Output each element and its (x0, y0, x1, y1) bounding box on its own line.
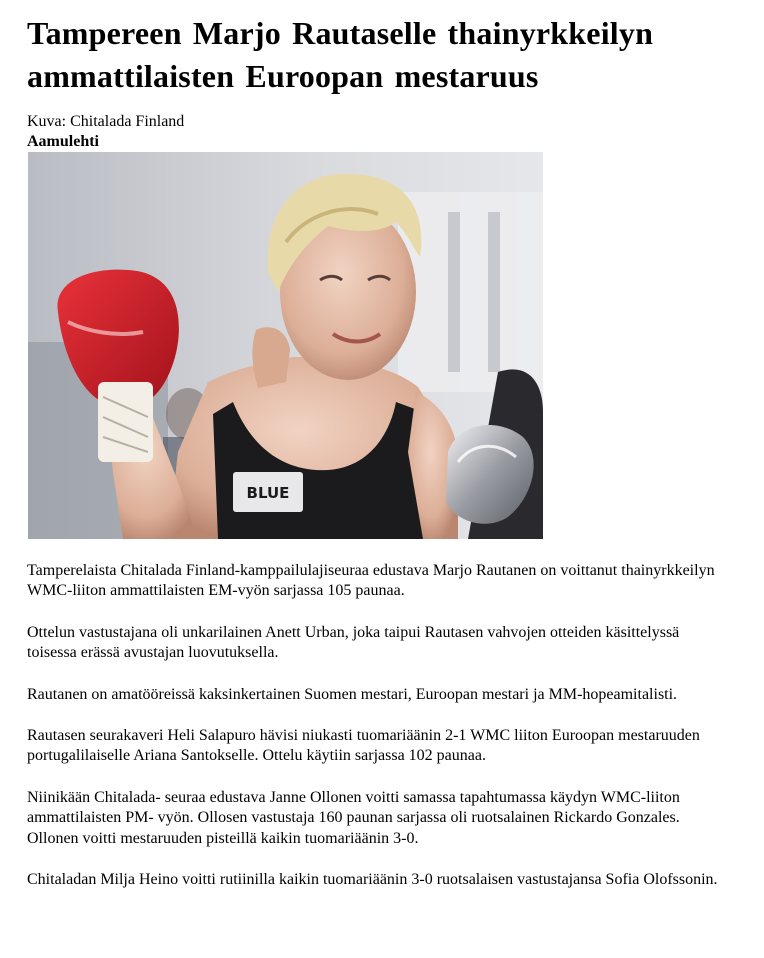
boxer-photo (28, 152, 543, 539)
paragraph: Chitaladan Milja Heino voitti rutiinilla kaikin tuomariäänin 3-0 ruotsalaisen vastustajansa Sofia Olofssonin. (27, 871, 718, 889)
shirt-logo: BLUE (246, 484, 290, 502)
paragraph: Rautanen on amatööreissä kaksinkertainen Suomen mestari, Euroopan mestari ja MM-hopeamitalisti. (27, 685, 678, 703)
paragraph: Niinikään Chitalada- seuraa edustava Janne Ollonen voitti samassa tapahtumassa käydyn WMC-liiton ammattilaisten PM- vyön. Ollosen vastustaja 160 paunan sarjassa oli ruotsalainen Rickardo Gonzales. Ollonen voitti mestaruuden pisteillä kaikin tuomariäänin 3-0. (27, 788, 680, 847)
paragraph: Rautasen seurakaveri Heli Salapuro hävisi niukasti tuomariäänin 2-1 WMC liiton Euroopan mestaruuden portugalilaiselle Ariana Santokselle. Ottelu käytiin sarjassa 102 paunaa. (27, 727, 700, 765)
paragraph: Ottelun vastustajana oli unkarilainen Anett Urban, joka taipui Rautasen vahvojen otteiden käsittelyssä toisessa erässä avustajan luovutuksella. (27, 623, 680, 662)
photo-credit: Kuva: Chitalada Finland (27, 113, 185, 130)
paragraph: Tamperelaista Chitalada Finland-kamppailulajiseuraa edustava Marjo Rautanen on voittanut thainyrkkeilyn WMC-liiton ammattilaisten EM-vyön sarjassa 105 paunaa. (27, 562, 715, 600)
article-body (27, 561, 732, 911)
headline: Tampereen Marjo Rautaselle thainyrkkeilyn ammattilaisten Euroopan mestaruus (27, 15, 654, 94)
source-name: Aamulehti (27, 133, 99, 150)
